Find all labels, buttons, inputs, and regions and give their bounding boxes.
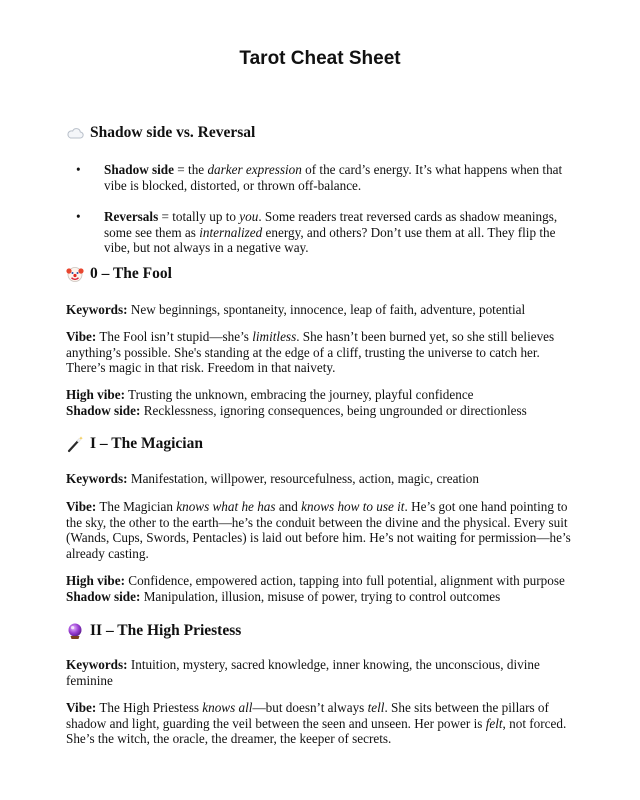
shadow-side-text: Manipulation, illusion, misuse of power, trying to control outcomes [140, 588, 501, 604]
shadow-side-line [66, 403, 574, 419]
vibe-emphasis: knows how to use it [301, 499, 405, 514]
bullet-list [66, 162, 574, 256]
bullet-text: energy, and others? Don’t use them at all. They flip the vibe, but not always in a negative way. [104, 224, 556, 256]
high-vibe-label: High vibe: [66, 387, 125, 402]
vibe-text: . He’s got one hand pointing to the sky, the other to the earth—he’s the conduit between the divine and the physical. Every suit (Wands, Cups, Swords, Pentacles) is laid out before him. He’s not waiting for permission—he’s already casting. [66, 499, 571, 561]
cloud-icon [66, 124, 84, 142]
vibe-emphasis: tell [367, 700, 385, 715]
vibe-text: The Fool isn’t stupid—she’s [96, 329, 253, 344]
vibe-paragraph [66, 499, 574, 561]
shadow-side-label: Shadow side: [66, 588, 141, 604]
magic-wand-icon [66, 435, 84, 453]
vibe-emphasis: limitless [252, 329, 297, 344]
card-heading-high-priestess [66, 622, 241, 640]
clown-face-icon [66, 265, 84, 283]
vibe-label: Vibe: [66, 700, 97, 715]
vibe-text: and [275, 499, 302, 514]
vibe-text: —but doesn’t always [252, 700, 368, 715]
vibe-text: The Magician [96, 499, 177, 514]
bullet-text: = the [174, 162, 208, 177]
vibe-label: Vibe: [66, 329, 97, 344]
section-heading-shadow-vs-reversal [66, 124, 255, 142]
bullet-emphasis: internalized [199, 224, 263, 240]
vibe-emphasis: knows what he has [176, 499, 276, 514]
vibe-text: . She hasn’t been burned yet, so she still believes anything’s possible. She's standing at the edge of a cliff, trusting the universe to catch her. There’s magic in that risk. Freedom in that naivety. [66, 329, 555, 376]
keywords-paragraph [66, 302, 574, 318]
keywords-text: Intuition, mystery, sacred knowledge, inner knowing, the unconscious, divine feminine [66, 657, 540, 688]
bullet-text: = totally up to [158, 209, 240, 225]
card-heading-fool [66, 265, 172, 283]
high-shadow-paragraph [66, 387, 574, 418]
vibe-text: The High Priestess [96, 700, 203, 715]
card-heading-text: II – The High Priestess [90, 622, 242, 639]
card-heading-magician [66, 435, 203, 453]
page-title: Tarot Cheat Sheet [239, 48, 401, 69]
crystal-ball-icon [66, 622, 84, 640]
keywords-paragraph [66, 657, 574, 688]
high-vibe-line [66, 387, 574, 403]
keywords-text: New beginnings, spontaneity, innocence, leap of faith, adventure, potential [127, 302, 526, 317]
shadow-side-text: Recklessness, ignoring consequences, being ungrounded or directionless [140, 402, 527, 418]
high-vibe-text: Trusting the unknown, embracing the journey, playful confidence [124, 387, 474, 402]
vibe-emphasis: felt [485, 715, 503, 731]
section-heading-text: Shadow side vs. Reversal [90, 124, 256, 141]
vibe-text: , not forced. She’s the witch, the oracle, the dreamer, the keeper of secrets. [66, 715, 567, 747]
bullet-term: Reversals [104, 209, 159, 225]
bullet-emphasis: darker expression [207, 162, 302, 177]
high-vibe-label: High vibe: [66, 573, 125, 588]
keywords-paragraph [66, 471, 574, 487]
card-heading-text: I – The Magician [90, 435, 203, 452]
list-item [66, 162, 574, 193]
vibe-text: . She sits between the pillars of shadow and light, guarding the veil between the seen and unseen. Her power is [66, 700, 549, 731]
bullet-text: . Some readers treat reversed cards as shadow meanings, some see them as [104, 209, 558, 240]
list-item [66, 209, 574, 256]
keywords-label: Keywords: [66, 302, 128, 317]
bullet-emphasis: you [239, 209, 259, 225]
keywords-text: Manifestation, willpower, resourcefulness, action, magic, creation [127, 471, 479, 486]
keywords-label: Keywords: [66, 657, 128, 672]
card-heading-text: 0 – The Fool [90, 265, 172, 282]
bullet-dot: • [76, 162, 81, 177]
bullet-dot: • [76, 209, 81, 225]
high-vibe-line [66, 573, 574, 589]
vibe-emphasis: knows all [202, 700, 253, 715]
shadow-side-line [66, 589, 574, 605]
vibe-paragraph [66, 329, 574, 376]
high-shadow-paragraph [66, 573, 574, 604]
vibe-paragraph [66, 700, 574, 747]
bullet-term: Shadow side [104, 162, 174, 177]
shadow-side-label: Shadow side: [66, 402, 141, 418]
vibe-label: Vibe: [66, 499, 97, 514]
bullet-text: of the card’s energy. It’s what happens when that vibe is blocked, distorted, or thrown off-balance. [104, 162, 563, 193]
high-vibe-text: Confidence, empowered action, tapping into full potential, alignment with purpose [124, 573, 565, 588]
keywords-label: Keywords: [66, 471, 128, 486]
